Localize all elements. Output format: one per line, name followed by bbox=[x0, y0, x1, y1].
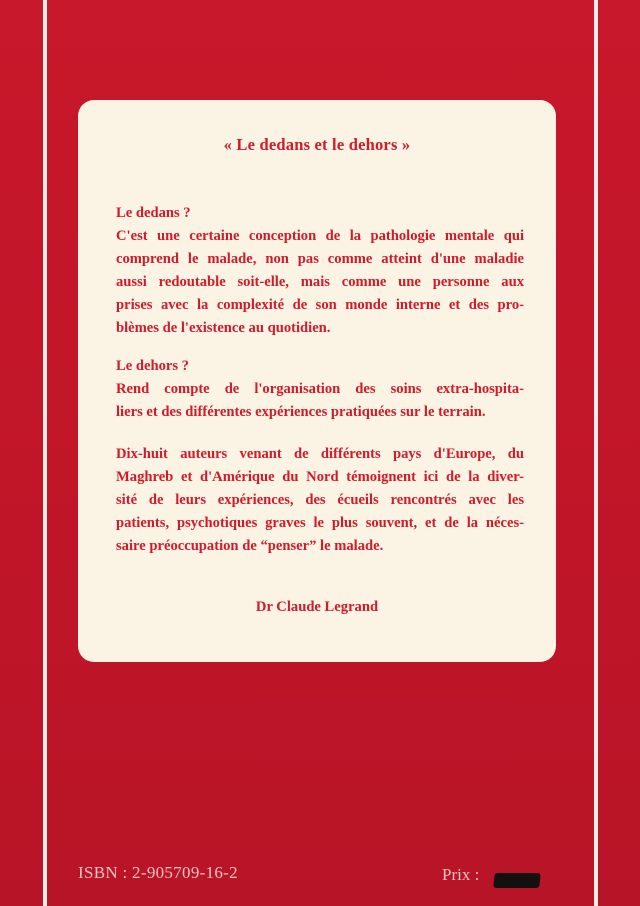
text-panel bbox=[78, 100, 556, 662]
dedans-line: C'est une certaine conception de la pathologie mentale qui bbox=[116, 228, 524, 244]
auteurs-line: Maghreb et d'Amérique du Nord témoignent ici de la diver- bbox=[116, 469, 524, 485]
dedans-line: blèmes de l'existence au quotidien. bbox=[116, 320, 331, 336]
price-label: Prix : bbox=[442, 865, 480, 884]
dedans-line: comprend le malade, non pas comme atteint d'une maladie bbox=[116, 251, 524, 267]
dehors-paragraph bbox=[116, 378, 524, 424]
auteurs-paragraph bbox=[116, 443, 524, 558]
auteurs-line: patients, psychotiques graves le plus souvent, et de la néces- bbox=[116, 515, 524, 531]
panel-title: « Le dedans et le dehors » bbox=[223, 135, 411, 154]
price-redaction-mark bbox=[493, 873, 541, 888]
dedans-heading: Le dedans ? bbox=[116, 205, 191, 221]
auteurs-line: Dix-huit auteurs venant de différents pays d'Europe, du bbox=[116, 446, 524, 462]
dehors-heading: Le dehors ? bbox=[116, 358, 189, 374]
dehors-line: Rend compte de l'organisation des soins extra-hospita- bbox=[116, 381, 524, 397]
dedans-line: aussi redoutable soit-elle, mais comme une personne aux bbox=[116, 274, 524, 290]
dedans-paragraph bbox=[116, 225, 524, 340]
isbn-text: ISBN : 2-905709-16-2 bbox=[78, 863, 238, 882]
dehors-line: liers et des différentes expériences pratiquées sur le terrain. bbox=[116, 404, 486, 420]
dedans-line: prises avec la complexité de son monde interne et des pro- bbox=[116, 297, 524, 313]
auteurs-line: saire préoccupation de “penser” le malade. bbox=[116, 538, 384, 554]
left-border-stripe bbox=[43, 0, 47, 906]
right-border-stripe bbox=[594, 0, 598, 906]
auteurs-line: sité de leurs expériences, des écueils rencontrés avec les bbox=[116, 492, 524, 508]
author-signature: Dr Claude Legrand bbox=[255, 599, 379, 615]
